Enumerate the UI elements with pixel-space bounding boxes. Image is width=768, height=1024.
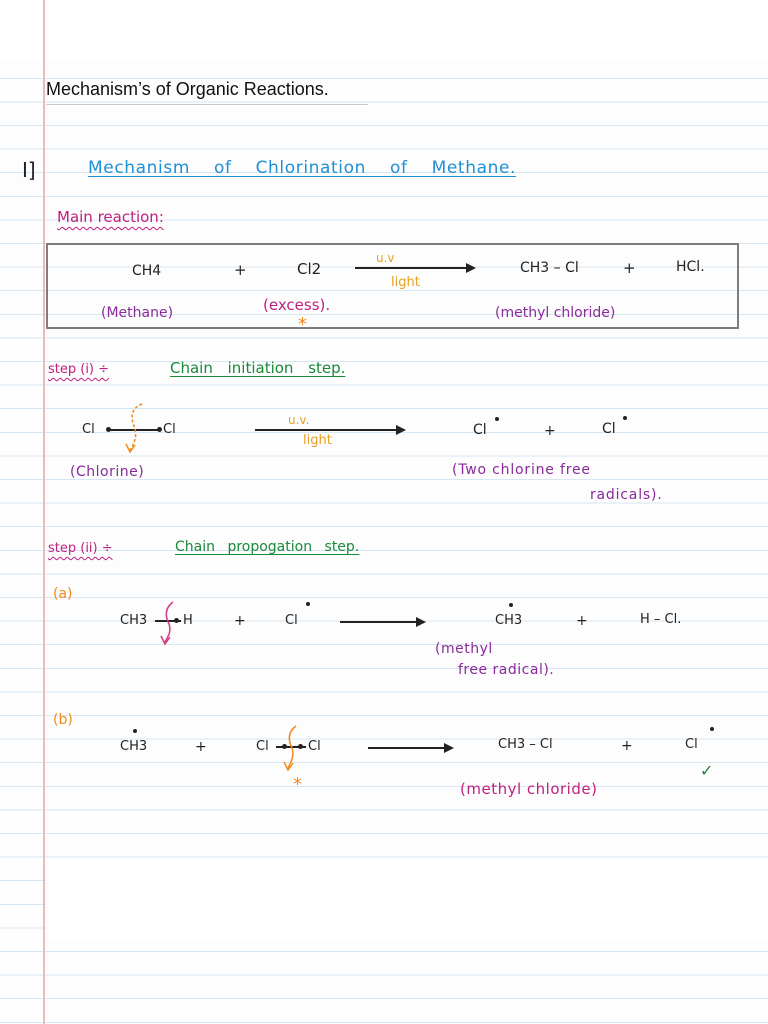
section-number: I]	[22, 158, 36, 182]
main-condition-light: light	[391, 275, 420, 290]
section-heading: Mechanism of Chlorination of Methane.	[88, 158, 517, 178]
step-1-label: step (i) ÷	[48, 362, 110, 377]
step-2b-star-icon: *	[293, 774, 302, 795]
step-2a-methyl-radical: CH3	[495, 613, 523, 628]
methyl-radical-dot	[509, 603, 513, 607]
step-2-title: Chain propogation step.	[175, 539, 360, 555]
step-1-condition-uv: u.v.	[288, 413, 310, 427]
page-header-area	[0, 0, 768, 62]
step-2b-cl-radical: Cl	[685, 737, 698, 752]
main-reaction-arrow-shaft	[355, 267, 467, 269]
free-radicals-name-line-1: (Two chlorine free	[452, 462, 591, 478]
step-2b-cl-radical-dot	[710, 727, 714, 731]
step-2a-cl-radical-dot	[306, 602, 310, 606]
step-2b-methyl-radical-dot	[133, 729, 137, 733]
chlorine-name: (Chlorine)	[70, 464, 145, 480]
methyl-free-radical-name-line-2: free radical).	[458, 662, 555, 678]
chlorine-excess-note: (excess).	[263, 296, 331, 314]
radical-dot-2	[623, 416, 627, 420]
main-reaction-label: Main reaction:	[57, 208, 164, 226]
step-2a-label: (a)	[53, 586, 73, 602]
radical-dot-1	[495, 417, 499, 421]
step-2b-right-cl: Cl	[308, 739, 321, 754]
step-2a-arrowhead	[416, 617, 426, 627]
step-1-title: Chain initiation step.	[170, 359, 346, 377]
bond-electron-dot-left	[106, 427, 111, 432]
c-h-cleavage-mark	[157, 600, 181, 646]
methyl-chloride-name: (methyl chloride)	[495, 305, 616, 321]
methane-name: (Methane)	[101, 305, 174, 321]
step-2b-label: (b)	[53, 712, 73, 728]
step-2b-arrowhead	[444, 743, 454, 753]
step-1-condition-light: light	[303, 433, 332, 448]
product-hcl-formula: HCl.	[676, 259, 705, 275]
step-2b-methyl-radical: CH3	[120, 739, 148, 754]
page-title: Mechanism’s of Organic Reactions.	[46, 79, 329, 99]
product-methyl-chloride-formula: CH3 – Cl	[520, 260, 579, 276]
step-2a-methyl-group: CH3	[120, 613, 148, 628]
free-radicals-name-line-2: radicals).	[590, 487, 663, 503]
step-1-arrow-shaft	[255, 429, 397, 431]
step-1-right-cl: Cl	[163, 422, 176, 437]
checkmark-icon: ✓	[700, 761, 714, 780]
step-2b-plus-1: +	[195, 739, 207, 755]
step-1-product-cl-2: Cl	[602, 421, 616, 437]
step-1-plus: +	[544, 423, 556, 439]
step-2b-methyl-chloride: CH3 – Cl	[498, 737, 553, 752]
step-2b-methyl-chloride-name: (methyl chloride)	[460, 780, 598, 798]
step-2a-cl-radical: Cl	[285, 613, 298, 628]
main-condition-uv: u.v	[376, 251, 395, 265]
step-2a-hcl: H – Cl.	[640, 612, 682, 627]
step-1-product-cl-1: Cl	[473, 422, 487, 438]
main-reaction-arrowhead	[466, 263, 476, 273]
step-2b-plus-2: +	[621, 738, 633, 754]
step-2a-plus-2: +	[576, 613, 588, 629]
main-plus-2: +	[623, 259, 636, 277]
main-plus-1: +	[234, 261, 247, 279]
step-1-left-cl: Cl	[82, 422, 95, 437]
step-2a-arrow-shaft	[340, 621, 418, 623]
bond-electron-dot-right	[157, 427, 162, 432]
step-2b-arrow-shaft	[368, 747, 446, 749]
step-2a-hydrogen: H	[183, 613, 193, 628]
reactant-chlorine-formula: Cl2	[297, 260, 322, 278]
step-2-label: step (ii) ÷	[48, 541, 113, 556]
faded-bottom-area	[46, 858, 768, 938]
step-2b-left-cl: Cl	[256, 739, 269, 754]
step-1-arrowhead	[396, 425, 406, 435]
title-underline	[46, 104, 368, 105]
reactant-methane-formula: CH4	[132, 263, 162, 279]
star-icon: *	[298, 314, 307, 335]
step-2b-cleavage-mark	[280, 724, 304, 772]
homolytic-cleavage-mark	[120, 402, 150, 454]
step-2a-plus-1: +	[234, 613, 246, 629]
margin-line	[43, 0, 45, 1024]
methyl-free-radical-name-line-1: (methyl	[435, 641, 493, 657]
